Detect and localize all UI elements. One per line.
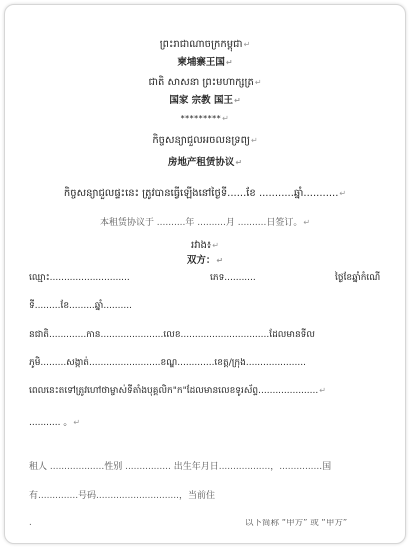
dob-field <box>335 274 380 284</box>
name-field-text: ឈ្មោះ............................ <box>29 273 130 283</box>
day-line-text: ទី.........ខែ.........ឆ្នាំ.......... <box>29 301 132 311</box>
role-line-text: ពេលនេះតទៅត្រូវហៅថាម្ចាស់ទីតាំងបុគ្គលិក"ក"ដែលមានលេខទូរស័ព្ទ..................... <box>29 386 319 396</box>
document-page <box>4 4 406 544</box>
paragraph-mark-icon: ↵ <box>254 78 262 87</box>
title-kh-text: កិច្ចសន្យាជួលអចលនទ្រព្យ <box>152 135 250 146</box>
kingdom-kh-text: ព្រះរាជាណាចក្រកម្ពុជា <box>159 39 243 50</box>
parties-kh <box>5 240 405 251</box>
day-month-year-line <box>29 302 132 312</box>
gender-field-text: ភេទ........... <box>210 273 256 283</box>
date-line-kh-text: កិច្ចសន្យាជួលផ្ទះនេះ ត្រូវបានធ្វើឡើងនៅថ្ងៃទី......ខែ ...........ឆ្នាំ........... <box>63 188 339 199</box>
motto-zh-text: 国家 宗教 国王 <box>169 95 233 106</box>
name-field-line <box>29 274 130 284</box>
parties-zh-text: 双方： <box>186 255 216 266</box>
title-zh <box>5 158 405 168</box>
parties-zh <box>5 256 405 266</box>
end-line-text: ........... 。 <box>29 418 73 428</box>
parties-kh-text: រវាង៖ <box>191 240 212 251</box>
paragraph-mark-icon: ↵ <box>243 40 251 49</box>
id-line-zh <box>29 492 215 502</box>
kingdom-heading-zh <box>5 58 405 68</box>
date-line-kh <box>5 188 405 199</box>
separator-stars <box>5 115 405 124</box>
date-line-zh <box>5 219 405 229</box>
kingdom-zh-text: 柬埔寨王国 <box>177 57 225 68</box>
id-line-zh-text: 有..............号码.............................，当前住 <box>29 491 216 501</box>
nationality-line <box>29 331 315 341</box>
paragraph-mark-icon: ↵ <box>225 58 233 67</box>
renter-line-zh <box>29 463 331 473</box>
paragraph-mark-icon: ↵ <box>303 218 311 227</box>
motto-kh-text: ជាតិ សាសនា ព្រះមហាក្សត្រ <box>148 77 254 88</box>
gender-field <box>210 274 256 284</box>
partial-line-zh <box>245 519 347 528</box>
paragraph-mark-icon: ↵ <box>212 241 219 250</box>
title-kh <box>5 135 405 146</box>
paragraph-mark-icon: ↵ <box>250 136 258 145</box>
paragraph-mark-icon: ↵ <box>216 256 224 265</box>
dob-field-text: ថ្ងៃខែឆ្នាំកំណើ <box>335 273 381 283</box>
partial-line-dot: . <box>29 518 32 528</box>
role-line <box>29 387 326 397</box>
partial-line-zh-text: 以下简称 “甲方” 或 “甲方” <box>245 519 348 528</box>
end-line <box>29 419 80 429</box>
paragraph-mark-icon: ↵ <box>222 114 230 123</box>
motto-zh <box>5 96 405 106</box>
stars-text: ********* <box>180 114 222 123</box>
date-line-zh-text: 本租赁协议于 ..........年 ..........月 ..........日签订。 <box>99 218 303 228</box>
paragraph-mark-icon: ↵ <box>73 418 81 427</box>
motto-kh <box>5 77 405 88</box>
nationality-line-text: នជាតិ.............កាន......................លេខ...............................ដែលមានទីល <box>29 330 315 340</box>
paragraph-mark-icon: ↵ <box>235 158 243 167</box>
title-zh-text: 房地产租赁协议 <box>167 157 235 168</box>
paragraph-mark-icon: ↵ <box>233 96 241 105</box>
address-line <box>29 359 306 369</box>
paragraph-mark-icon: ↵ <box>319 386 326 395</box>
address-line-text: ភូមិ.........សង្កាត់.........................ខណ្ឌ.............ខេត្ត/ក្រុង..................... <box>29 358 306 368</box>
paragraph-mark-icon: ↵ <box>339 189 347 198</box>
renter-line-zh-text: 租人 ...................性别 ................ 出生年月日..................，...............国 <box>29 462 332 472</box>
kingdom-heading-kh <box>5 39 405 50</box>
